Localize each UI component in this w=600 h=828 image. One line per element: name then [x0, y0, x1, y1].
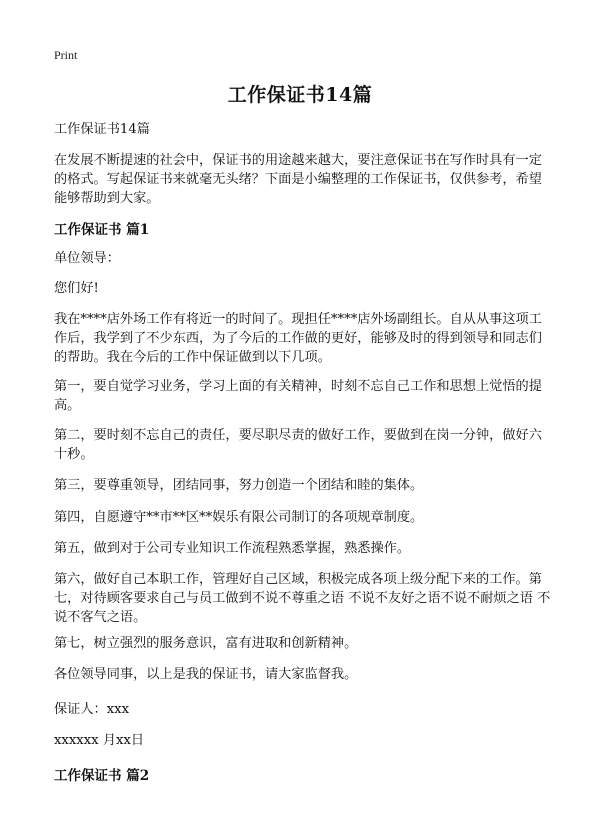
section-heading-2: 工作保证书 篇2 — [54, 768, 150, 784]
body-paragraph: 我在****店外场工作有将近一的时间了。现担任****店外场副组长。自从从事这项工作后，我学到了不少东西，为了今后的工作做的更好，能够及时的得到领导和同志们的帮助。我在今后的工作中保证做到以下几项。 — [54, 312, 542, 365]
intro-paragraph: 在发展不断提速的社会中，保证书的用途越来越大，要注意保证书在写作时具有一定的格式。写起保证书来就毫无头绪？下面是小编整理的工作保证书，仅供参考，希望能够帮助到大家。 — [54, 153, 542, 206]
pledge-item-5: 第五，做到对于公司专业知识工作流程熟悉掌握，熟悉操作。 — [54, 541, 411, 556]
pledge-item-2: 第二，要时刻不忘自己的责任，要尽职尽责的做好工作，要做到在岗一分钟，做好六十秒。 — [54, 428, 542, 462]
section-heading-1: 工作保证书 篇1 — [54, 222, 150, 238]
salutation: 单位领导： — [54, 251, 120, 266]
pledge-item-1: 第一，要自觉学习业务，学习上面的有关精神，时刻不忘自己工作和思想上觉悟的提高。 — [54, 379, 542, 413]
document-subtitle: 工作保证书14篇 — [54, 122, 150, 137]
pledge-item-6: 第六，做好自己本职工作，管理好自己区域，积极完成各项上级分配下来的工作。第七，对待顾客要求自己与员工做到不说不尊重之语 不说不友好之语不说不耐烦之语 不说不客气之语。 — [54, 572, 551, 625]
pledge-item-4: 第四，自愿遵守**市**区**娱乐有限公司制订的各项规章制度。 — [54, 510, 424, 525]
pledge-item-7: 第七，树立强烈的服务意识，富有进取和创新精神。 — [54, 636, 358, 651]
closing-paragraph: 各位领导同事，以上是我的保证书，请大家监督我。 — [54, 667, 358, 682]
date-line: xxxxxx 月xx日 — [54, 733, 145, 748]
signer-line: 保证人：xxx — [54, 702, 130, 717]
pledge-item-3: 第三，要尊重领导，团结同事，努力创造一个团结和睦的集体。 — [54, 478, 424, 493]
document-title: 工作保证书14篇 — [227, 84, 373, 106]
print-link[interactable]: Print — [54, 48, 78, 62]
greeting: 您们好! — [54, 281, 99, 296]
